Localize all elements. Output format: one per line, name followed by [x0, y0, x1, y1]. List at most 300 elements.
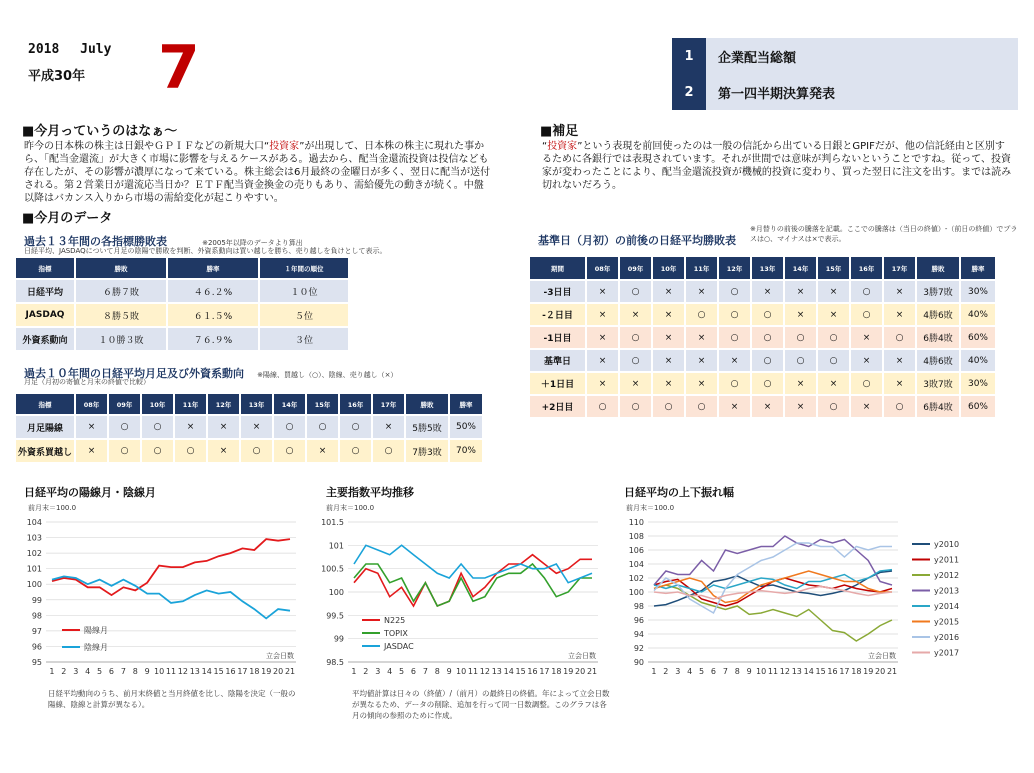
toc-num: 1 — [672, 38, 706, 74]
x-tick-label: 14 — [201, 667, 212, 676]
chart-volatility — [618, 500, 1028, 685]
table-cell: ○ — [620, 327, 651, 348]
y-tick-label: 104 — [26, 518, 42, 527]
y-tick-label: 100 — [628, 588, 644, 597]
table-cell: ○ — [752, 373, 783, 394]
table-cell: × — [620, 373, 651, 394]
table-cell: × — [653, 281, 684, 302]
intro-title: ■今月っていうのはなぁ～ — [22, 124, 178, 139]
legend-label: y2014 — [934, 602, 960, 611]
chart-index-average — [318, 500, 608, 685]
table-cell: 50% — [450, 416, 482, 438]
table-header-cell: 15年 — [307, 394, 338, 414]
table-cell: ○ — [142, 440, 173, 462]
x-axis-label: 立会日数 — [266, 652, 294, 660]
table-cell: ○ — [109, 440, 140, 462]
table-cell: ○ — [785, 327, 816, 348]
y-tick-label: 98 — [31, 611, 42, 621]
x-tick-label: 10 — [756, 667, 767, 676]
table-cell: ○ — [307, 416, 338, 438]
y-tick-label: 106 — [628, 546, 644, 555]
x-tick-label: 13 — [491, 667, 502, 676]
table-header-cell: 16年 — [851, 257, 882, 279]
table-header-cell: 12年 — [719, 257, 750, 279]
toc-num: 2 — [672, 74, 706, 110]
x-tick-label: 20 — [273, 667, 284, 676]
table-header-cell: 勝敗 — [76, 258, 166, 278]
x-tick-label: 10 — [154, 667, 165, 676]
legend-label: y2013 — [934, 586, 960, 596]
x-tick-label: 17 — [539, 667, 550, 676]
x-tick-label: 7 — [722, 667, 728, 676]
table-header-cell: 09年 — [620, 257, 651, 279]
table-cell: ○ — [373, 440, 404, 462]
x-tick-label: 6 — [108, 667, 115, 676]
table-header-cell: 指標 — [16, 394, 74, 414]
table-cell: × — [851, 350, 882, 371]
table-cell: × — [587, 304, 618, 325]
table-cell: ○ — [719, 281, 750, 302]
table-header-cell: 17年 — [884, 257, 915, 279]
y-tick-label: 101 — [328, 541, 344, 551]
table-cell: × — [818, 304, 849, 325]
y-tick-label: 99.5 — [326, 611, 344, 621]
x-tick-label: 10 — [456, 667, 467, 676]
table-cell: × — [653, 373, 684, 394]
table-row — [16, 440, 482, 462]
table-cell: × — [719, 396, 750, 417]
legend-label: TOPIX — [384, 629, 408, 638]
legend-label: y2010 — [934, 540, 960, 549]
x-tick-label: 14 — [503, 667, 514, 676]
table-cell: ○ — [274, 416, 305, 438]
x-tick-label: 6 — [710, 667, 717, 676]
table-cell: ○ — [620, 396, 651, 417]
table-cell: ○ — [686, 304, 717, 325]
table-cell: ６勝７敗 — [76, 280, 166, 302]
x-tick-label: 8 — [734, 667, 740, 676]
table-cell: 4勝6敗 — [917, 350, 959, 371]
intro-text: 昨今の日本株の株主は日銀やＧＰＩＦなどの新規大口“投資家”が出現して、日本株の株主に現れた事から、「配当金還流」が大きく市場に影響を与えるケースがある。過去から、配当金還流投資は投信なども存在したが、その影響が濃厚になって来ている。株主総会は6月最終の金曜日が多く、翌日に配当が送付される。第２営業日が還流応当日か？ＥＴＦ配当資金換金の売りもあり、需給優先の動きが続く。中盤以降はバカンス入りから市場の需給変化が起こりやすい。 — [24, 141, 491, 204]
unit-label: 前月末＝100.0 — [326, 504, 375, 512]
table-cell: × — [686, 373, 717, 394]
x-tick-label: 18 — [551, 667, 562, 676]
x-tick-label: 17 — [237, 667, 248, 676]
x-tick-label: 3 — [375, 667, 381, 676]
table-cell: ○ — [851, 281, 882, 302]
legend-label: N225 — [384, 616, 406, 625]
table-cell: × — [785, 281, 816, 302]
table-cell: × — [851, 396, 882, 417]
table-cell: × — [851, 327, 882, 348]
month-number: 7 — [158, 33, 200, 103]
y-tick-label: 104 — [628, 560, 644, 569]
table-cell: ○ — [752, 350, 783, 371]
table-header-cell: 08年 — [76, 394, 107, 414]
table-row — [16, 304, 348, 326]
y-tick-label: 96 — [31, 642, 42, 652]
y-tick-label: 98.5 — [326, 658, 344, 667]
x-tick-label: 14 — [803, 667, 814, 676]
series-line-陰線月 — [52, 576, 290, 618]
y-tick-label: 103 — [26, 533, 42, 543]
x-axis-label: 立会日数 — [868, 652, 896, 660]
table-cell: 30% — [961, 281, 995, 302]
table-cell: ○ — [142, 416, 173, 438]
table-cell: 60% — [961, 396, 995, 417]
row-label: 基準日 — [530, 350, 585, 371]
x-tick-label: 8 — [434, 667, 440, 676]
x-tick-label: 7 — [120, 667, 126, 676]
toc-item-2[interactable] — [672, 74, 1018, 110]
table-cell: × — [307, 440, 338, 462]
y-tick-label: 98 — [633, 602, 644, 611]
x-tick-label: 20 — [575, 667, 586, 676]
x-tick-label: 6 — [410, 667, 417, 676]
x-tick-label: 3 — [73, 667, 79, 676]
legend-label: y2015 — [934, 617, 960, 627]
row-label: +2日目 — [530, 396, 585, 417]
chart3-title: 日経平均の上下振れ幅 — [624, 486, 734, 499]
table-header-cell: 勝率 — [168, 258, 258, 278]
legend-label: y2017 — [934, 648, 960, 658]
table-cell: ○ — [719, 373, 750, 394]
table-cell: 40% — [961, 350, 995, 371]
chart1-footnote: 日経平均動向のうち、前月末終値と当月終値を比し、陰陽を決定（一般の陽線、陰線と計算が異なる）。 — [48, 689, 296, 709]
x-axis-label: 立会日数 — [568, 652, 596, 660]
table-cell: × — [884, 350, 915, 371]
table-cell: × — [785, 396, 816, 417]
x-tick-label: 1 — [351, 667, 357, 676]
t3-note: ※月替りの前後の騰落を記載。ここでの騰落は（当日の終値）-（前日の終値）でプラスは○、マイナスは×で表示。 — [750, 225, 1018, 243]
table-cell: ○ — [620, 350, 651, 371]
x-tick-label: 2 — [61, 667, 67, 676]
table-cell: × — [653, 304, 684, 325]
table-cell: 60% — [961, 327, 995, 348]
table-cell: ○ — [241, 440, 272, 462]
table-header-cell: 勝率 — [450, 394, 482, 414]
table-cell: × — [208, 416, 239, 438]
monthly-table — [14, 392, 484, 464]
x-tick-label: 8 — [132, 667, 138, 676]
table-cell: × — [719, 350, 750, 371]
y-tick-label: 101 — [26, 564, 42, 574]
y-tick-label: 102 — [26, 549, 42, 559]
table-header-cell: 14年 — [785, 257, 816, 279]
row-label: -２日目 — [530, 304, 585, 325]
y-tick-label: 96 — [633, 616, 644, 625]
table-cell: 6勝4敗 — [917, 396, 959, 417]
x-tick-label: 16 — [827, 667, 838, 676]
table-header-cell: １年間の順位 — [260, 258, 348, 278]
x-tick-label: 9 — [446, 667, 452, 676]
chart1-title: 日経平均の陽線月・陰線月 — [24, 486, 156, 499]
y-tick-label: 92 — [633, 644, 644, 653]
toc-item-1[interactable] — [672, 38, 1018, 74]
table-cell: × — [785, 373, 816, 394]
table-cell: ○ — [884, 396, 915, 417]
legend-label: JASDAC — [384, 642, 414, 651]
chart-up-down-months — [20, 500, 300, 685]
table-header-cell: 09年 — [109, 394, 140, 414]
table-header-cell: 17年 — [373, 394, 404, 414]
x-tick-label: 1 — [651, 667, 657, 676]
table-cell: × — [884, 373, 915, 394]
x-tick-label: 2 — [663, 667, 669, 676]
table-header-cell: 10年 — [653, 257, 684, 279]
table-cell: ５位 — [260, 304, 348, 326]
table-cell: ○ — [884, 327, 915, 348]
y-tick-label: 102 — [628, 574, 644, 583]
supp-title: ■補足 — [540, 124, 579, 139]
row-label: ＋1日目 — [530, 373, 585, 394]
x-tick-label: 5 — [97, 667, 103, 676]
x-tick-label: 19 — [863, 667, 874, 676]
x-tick-label: 2 — [363, 667, 369, 676]
supp-text: “投資家”という表現を前回使ったのは一般の信託から出ている日銀とGPIFだが、他の信託経由と区別するために各銀行では表現されています。それが世間では意味が判らないということですね。従って、投資家が変わったことにより、配当金還流投資が機械的投資に変わり、買った翌日に注文を出す。までは読み切れないだろう。 — [542, 141, 1012, 191]
table-cell: ○ — [274, 440, 305, 462]
y-tick-label: 100.5 — [321, 564, 344, 574]
table-cell: ○ — [719, 304, 750, 325]
table-cell: ○ — [818, 350, 849, 371]
x-tick-label: 11 — [165, 667, 177, 676]
t3-title: 基準日（月初）の前後の日経平均勝敗表 — [538, 234, 736, 247]
table-cell: ○ — [175, 440, 206, 462]
table-cell: × — [785, 304, 816, 325]
table-row — [16, 328, 348, 350]
table-cell: × — [587, 281, 618, 302]
table-cell: × — [653, 350, 684, 371]
y-tick-label: 97 — [31, 626, 42, 636]
table-cell: × — [373, 416, 404, 438]
y-tick-label: 100 — [26, 580, 42, 590]
y-tick-label: 108 — [628, 532, 644, 541]
table-cell: ○ — [752, 304, 783, 325]
x-tick-label: 4 — [387, 667, 393, 676]
x-tick-label: 20 — [875, 667, 886, 676]
table-cell: １０位 — [260, 280, 348, 302]
header-year-month: 2018 July — [28, 42, 112, 57]
table-cell: 40% — [961, 304, 995, 325]
table-header-cell: 11年 — [686, 257, 717, 279]
table-cell: ○ — [851, 304, 882, 325]
x-tick-label: 9 — [144, 667, 150, 676]
table-cell: × — [818, 373, 849, 394]
toc-label: 企業配当総額 — [706, 38, 1018, 74]
y-tick-label: 101.5 — [321, 518, 344, 527]
table-cell: 7勝3敗 — [406, 440, 448, 462]
table-header-cell: 15年 — [818, 257, 849, 279]
table-cell: ○ — [851, 373, 882, 394]
table-cell: １０勝３敗 — [76, 328, 166, 350]
table-cell: ○ — [340, 416, 371, 438]
table-cell: ４６.２% — [168, 280, 258, 302]
table-row — [530, 373, 995, 394]
base-day-table — [528, 255, 997, 419]
row-label: 外資系動向 — [16, 328, 74, 350]
table-header-cell: 10年 — [142, 394, 173, 414]
x-tick-label: 5 — [699, 667, 705, 676]
table-cell: ７６.９% — [168, 328, 258, 350]
table-cell: ○ — [719, 327, 750, 348]
x-tick-label: 13 — [189, 667, 200, 676]
table-cell: 6勝4敗 — [917, 327, 959, 348]
row-label: 月足陽線 — [16, 416, 74, 438]
table-cell: 3敗7敗 — [917, 373, 959, 394]
table-header-cell: 勝率 — [961, 257, 995, 279]
table-cell: × — [752, 396, 783, 417]
row-label: -1日目 — [530, 327, 585, 348]
table-cell: × — [587, 373, 618, 394]
table-cell: 5勝5敗 — [406, 416, 448, 438]
row-label: 日経平均 — [16, 280, 74, 302]
x-tick-label: 12 — [177, 667, 188, 676]
table-cell: × — [818, 281, 849, 302]
y-tick-label: 100 — [328, 588, 344, 597]
t1-heading: 過去１３年間の各指標勝敗表 ※2005年以降のデータより算出 — [24, 235, 303, 248]
toc-label: 第一四半期決算発表 — [706, 74, 1018, 110]
x-tick-label: 21 — [886, 667, 898, 676]
table-cell: × — [587, 350, 618, 371]
table-row — [530, 350, 995, 371]
x-tick-label: 12 — [479, 667, 490, 676]
table-cell: ○ — [587, 396, 618, 417]
table-cell: ３位 — [260, 328, 348, 350]
table-header-cell: 13年 — [752, 257, 783, 279]
y-tick-label: 95 — [31, 658, 42, 667]
x-tick-label: 9 — [746, 667, 752, 676]
series-line-陽線月 — [52, 539, 290, 595]
table-cell: × — [752, 281, 783, 302]
t2-heading: 過去１０年間の日経平均月足及び外資系動向 ※陽線、買越し（○）、陰線、売り越し（×） — [24, 367, 398, 380]
table-cell: ○ — [109, 416, 140, 438]
x-tick-label: 13 — [791, 667, 802, 676]
row-label: JASDAQ — [16, 304, 74, 326]
table-cell: 30% — [961, 373, 995, 394]
x-tick-label: 1 — [49, 667, 55, 676]
legend-label: y2011 — [934, 555, 960, 565]
table-cell: × — [653, 327, 684, 348]
x-tick-label: 11 — [467, 667, 479, 676]
t2-desc: 月足（月初の寄値と月末の終値で比較） — [24, 378, 150, 386]
table-cell: ８勝５敗 — [76, 304, 166, 326]
x-tick-label: 12 — [779, 667, 790, 676]
table-cell: × — [587, 327, 618, 348]
unit-label: 前月末＝100.0 — [626, 504, 675, 512]
row-label: 外資系買越し — [16, 440, 74, 462]
x-tick-label: 7 — [422, 667, 428, 676]
table-cell: × — [884, 281, 915, 302]
unit-label: 前月末＝100.0 — [28, 504, 77, 512]
table-header-cell: 08年 — [587, 257, 618, 279]
y-tick-label: 110 — [628, 518, 644, 527]
table-row — [16, 416, 482, 438]
x-tick-label: 19 — [563, 667, 574, 676]
table-cell: × — [884, 304, 915, 325]
table-cell: ○ — [686, 396, 717, 417]
table-cell: × — [76, 440, 107, 462]
x-tick-label: 21 — [284, 667, 296, 676]
table-header-cell: 勝敗 — [917, 257, 959, 279]
table-row — [530, 327, 995, 348]
x-tick-label: 4 — [687, 667, 693, 676]
x-tick-label: 4 — [85, 667, 91, 676]
table-header-cell: 勝敗 — [406, 394, 448, 414]
legend-label: 陰線月 — [84, 643, 108, 652]
data-title: ■今月のデータ — [22, 211, 113, 226]
table-row — [16, 280, 348, 302]
x-tick-label: 5 — [399, 667, 405, 676]
table-row — [530, 281, 995, 302]
x-tick-label: 19 — [261, 667, 272, 676]
chart2-footnote: 平均値計算は日々の（終値）/（前月）の最終日の終値。年によって立会日数が異なるため、データの削除、追加を行って同一日数調整。このグラフは各月の傾向の参照のために作成。 — [352, 689, 610, 720]
t1-desc: 日経平均、JASDAQについて月足の陰陽で勝敗を判断、外資系動向は買い越しを勝ち、売り越しを負けとして表示。 — [24, 247, 387, 255]
table-row — [530, 304, 995, 325]
y-tick-label: 99 — [333, 634, 344, 644]
table-cell: ○ — [620, 281, 651, 302]
table-cell: ○ — [340, 440, 371, 462]
table-cell: × — [175, 416, 206, 438]
x-tick-label: 16 — [225, 667, 236, 676]
table-cell: 70% — [450, 440, 482, 462]
series-line-JASDAC — [354, 545, 592, 582]
table-header-cell: 14年 — [274, 394, 305, 414]
table-header-cell: 11年 — [175, 394, 206, 414]
table-header-cell: 12年 — [208, 394, 239, 414]
row-label: -3日目 — [530, 281, 585, 302]
table-header-cell: 16年 — [340, 394, 371, 414]
table-cell: ○ — [785, 350, 816, 371]
x-tick-label: 17 — [839, 667, 850, 676]
x-tick-label: 18 — [851, 667, 862, 676]
x-tick-label: 3 — [675, 667, 681, 676]
table-header-cell: 指標 — [16, 258, 74, 278]
x-tick-label: 16 — [527, 667, 538, 676]
series-line-y2015 — [654, 571, 892, 603]
table-cell: × — [686, 281, 717, 302]
table-header-cell: 期間 — [530, 257, 585, 279]
x-tick-label: 11 — [767, 667, 779, 676]
legend-label: 陽線月 — [84, 626, 108, 635]
table-cell: × — [208, 440, 239, 462]
header-era: 平成30年 — [28, 69, 86, 84]
legend-label: y2016 — [934, 633, 960, 642]
table-header-cell: 13年 — [241, 394, 272, 414]
legend-label: y2012 — [934, 571, 960, 580]
table-cell: × — [241, 416, 272, 438]
table-cell: × — [76, 416, 107, 438]
y-tick-label: 94 — [633, 630, 644, 639]
table-cell: 3勝7敗 — [917, 281, 959, 302]
y-tick-label: 99 — [31, 595, 42, 605]
table-cell: 4勝6敗 — [917, 304, 959, 325]
indicator-table — [14, 256, 350, 352]
chart2-title: 主要指数平均推移 — [326, 486, 414, 499]
series-line-TOPIX — [354, 564, 592, 606]
series-line-N225 — [354, 555, 592, 606]
x-tick-label: 15 — [213, 667, 224, 676]
table-cell: × — [686, 350, 717, 371]
x-tick-label: 18 — [249, 667, 260, 676]
table-cell: ○ — [752, 327, 783, 348]
table-cell: ○ — [818, 327, 849, 348]
table-cell: × — [620, 304, 651, 325]
x-tick-label: 15 — [515, 667, 526, 676]
x-tick-label: 21 — [586, 667, 598, 676]
y-tick-label: 90 — [633, 658, 644, 667]
x-tick-label: 15 — [815, 667, 826, 676]
table-cell: ６１.５% — [168, 304, 258, 326]
